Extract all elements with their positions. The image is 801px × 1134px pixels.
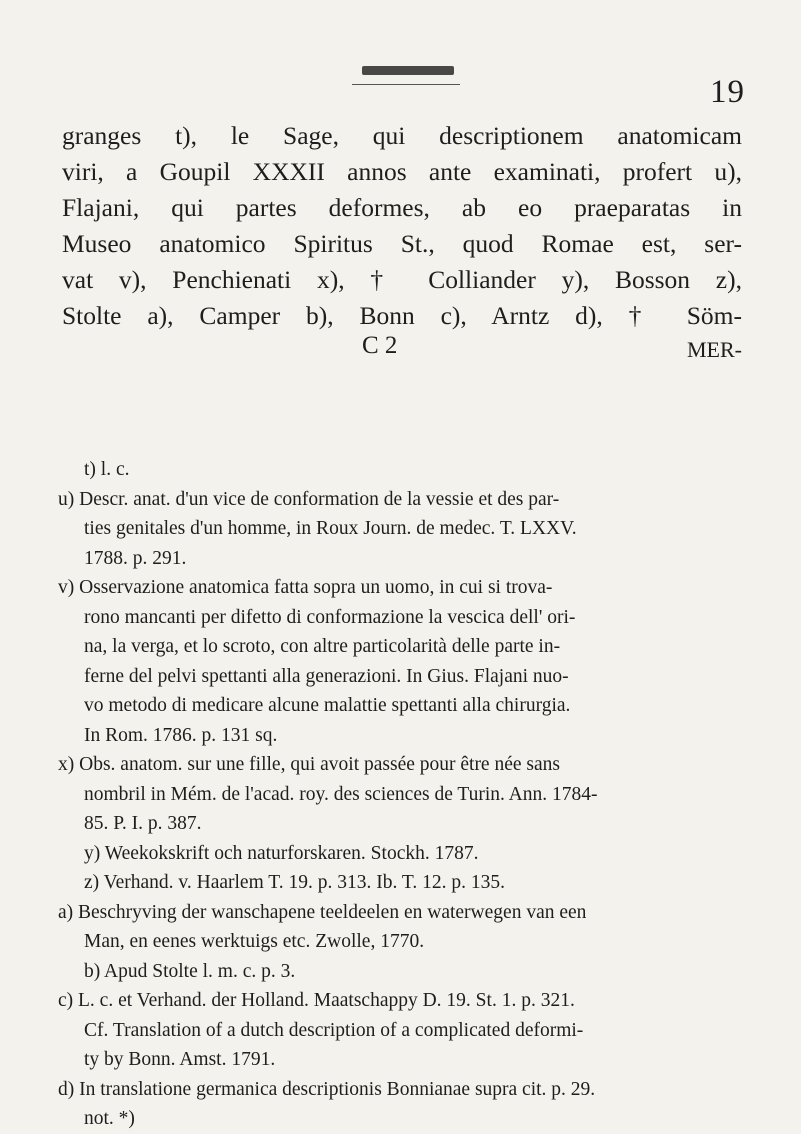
footnote-line: 85. P. I. p. 387. (84, 813, 202, 834)
footnote-line: 1788. p. 291. (84, 547, 187, 569)
footnote-line: nombril in Mém. de l'acad. roy. des sciences de Turin. Ann. 1784- (84, 783, 598, 805)
footnote-line: x) Obs. anatom. sur une fille, qui avoit passée pour être née sans (58, 754, 560, 775)
main-line: vat v), Penchienati x), † Colliander y), Bosson z), (62, 265, 742, 294)
footnote-line: c) L. c. et Verhand. der Holland. Maatschappy D. 19. St. 1. p. 321. (58, 990, 575, 1011)
footnote-t (84, 455, 744, 485)
footnote-line: rono mancanti per difetto di conformazione la vescica dell' ori- (84, 606, 576, 628)
footnote-line: b) Apud Stolte l. m. c. p. 3. (84, 960, 296, 982)
main-line: granges t), le Sage, qui descriptionem anatomicam (62, 121, 742, 150)
footnote-line: ty by Bonn. Amst. 1791. (84, 1049, 276, 1070)
footnote-line: not. *) (84, 1108, 135, 1129)
footnote-line: Man, en eenes werktuigs etc. Zwolle, 1770. (84, 931, 425, 952)
footnote-line: v) Osservazione anatomica fatta sopra un uomo, in cui si trova- (58, 577, 553, 598)
footnote-d (58, 1075, 744, 1134)
footnote-line: ferne del pelvi spettanti alla generazioni. In Gius. Flajani nuo- (84, 665, 569, 687)
page-number: 19 (710, 74, 745, 110)
footnote-line: t) l. c. (84, 459, 130, 480)
footnote-y (84, 839, 744, 869)
signature-line (62, 334, 742, 364)
main-line: viri, a Goupil XXXII annos ante examinati, profert u), (62, 157, 742, 186)
signature-mark: C 2 (362, 332, 398, 359)
footnote-line: u) Descr. anat. d'un vice de conformation de la vessie et des par- (58, 488, 560, 510)
footnote-line: Cf. Translation of a dutch description of a complicated deformi- (84, 1019, 584, 1041)
footnote-z (84, 868, 744, 898)
footnote-line: y) Weekokskrift och naturforskaren. Stockh. 1787. (84, 842, 479, 864)
footnote-v (58, 573, 744, 750)
footnote-line: na, la verga, et lo scroto, con altre particolarità delle parte in- (84, 636, 561, 657)
main-text (62, 118, 742, 364)
footnote-line: vo metodo di medicare alcune malattie spettanti alla chirurgia. (84, 695, 571, 716)
footnote-line: In Rom. 1786. p. 131 sq. (84, 724, 278, 746)
footnote-u (58, 485, 744, 574)
footnote-a (58, 898, 744, 957)
footnote-line: z) Verhand. v. Haarlem T. 19. p. 313. Ib. T. 12. p. 135. (84, 872, 505, 893)
main-line: Flajani, qui partes deformes, ab eo praeparatas in (62, 193, 742, 222)
footnote-line: a) Beschryving der wanschapene teeldeelen en waterwegen van een (58, 901, 587, 923)
footnote-line: ties genitales d'un homme, in Roux Journ. de medec. T. LXXV. (84, 518, 577, 539)
footnote-c (58, 986, 744, 1075)
footnote-x (58, 750, 744, 839)
ink-smudge (362, 66, 454, 75)
footnote-b (84, 957, 744, 987)
footnotes (58, 455, 744, 1134)
main-line: Museo anatomico Spiritus St., quod Romae est, ser- (62, 229, 742, 258)
header-rule (352, 84, 460, 85)
footnote-line: d) In translatione germanica descriptionis Bonnianae supra cit. p. 29. (58, 1078, 596, 1100)
main-line: Stolte a), Camper b), Bonn c), Arntz d), † Söm- (62, 301, 742, 330)
catchword: MER- (687, 337, 742, 362)
